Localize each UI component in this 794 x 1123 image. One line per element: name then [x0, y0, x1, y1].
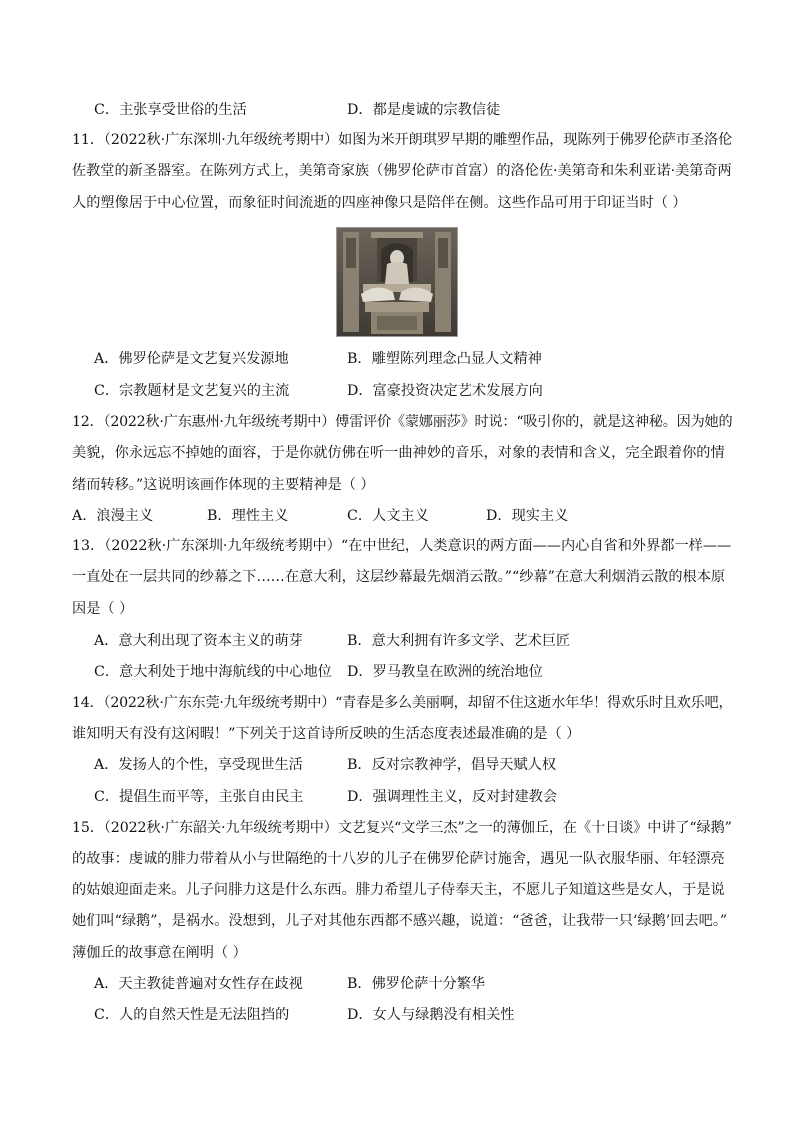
q13-stem-line-3: 因是（ ）	[72, 601, 134, 617]
q14-stem-line-1: 14．（2022秋·广东东莞·九年级统考期中）“青春是多么美丽啊，却留不住这逝水年华！得欢乐时且欢乐吧，	[72, 695, 733, 711]
q11-stem-line-2: 佐教堂的新圣器室。在陈列方式上，美第奇家族（佛罗伦萨市首富）的洛伦佐·美第奇和朱利亚诺·美第奇两	[72, 163, 732, 179]
q10-option-c: C．主张享受世俗的生活	[94, 102, 247, 118]
q14-option-d: D．强调理性主义，反对封建教会	[347, 789, 558, 805]
sculpture-illustration	[337, 228, 457, 336]
q12-option-a: A．浪漫主义	[72, 508, 154, 524]
q10-option-d: D．都是虔诚的宗教信徒	[347, 102, 501, 118]
q13-option-d: D．罗马教皇在欧洲的统治地位	[347, 664, 543, 680]
q11-stem-line-1: 11．（2022秋·广东深圳·九年级统考期中）如图为米开朗琪罗早期的雕塑作品，现陈列于佛罗伦萨市圣洛伦	[72, 132, 733, 148]
q11-option-d: D．富豪投资决定艺术发展方向	[347, 383, 543, 399]
q13-stem-line-1: 13．（2022秋·广东深圳·九年级统考期中）“在中世纪，人类意识的两方面——内心自省和外界都一样——	[72, 538, 732, 554]
q12-option-b: B．理性主义	[207, 508, 289, 524]
q15-stem-line-1: 15．（2022秋·广东韶关·九年级统考期中）文艺复兴“文学三杰”之一的薄伽丘，在《十日谈》中讲了“绿鹅”	[72, 820, 732, 836]
q15-stem-line-2: 的故事：虔诚的腓力带着从小与世隔绝的十八岁的儿子在佛罗伦萨讨施舍，遇见一队衣服华丽、年轻漂亮	[72, 851, 725, 867]
q12-stem-line-2: 美貌，你永远忘不掉她的面容，于是你就仿佛在听一曲神妙的音乐，对象的表情和含义，完全跟着你的情	[72, 445, 725, 461]
q11-stem-line-3: 人的塑像居于中心位置，而象征时间流逝的四座神像只是陪伴在侧。这些作品可用于印证当时（ ）	[72, 195, 687, 211]
q14-option-a: A．发扬人的个性，享受现世生活	[94, 757, 303, 773]
q13-option-b: B．意大利拥有许多文学、艺术巨匠	[347, 633, 571, 649]
q15-stem-line-4: 她们叫“绿鹅”，是祸水。没想到，儿子对其他东西都不感兴趣，说道：“爸爸，让我带一只‘绿鹅’回去吧。”	[72, 913, 728, 929]
q13-option-a: A．意大利出现了资本主义的萌芽	[94, 633, 303, 649]
michelangelo-sculpture-photo	[336, 227, 458, 337]
q12-stem-line-3: 绪而转移。”这说明该画作体现的主要精神是（ ）	[72, 477, 375, 493]
q14-option-c: C．提倡生而平等，主张自由民主	[94, 789, 304, 805]
q11-option-b: B．雕塑陈列理念凸显人文精神	[347, 351, 542, 367]
q11-option-a: A．佛罗伦萨是文艺复兴发源地	[94, 351, 289, 367]
q14-option-b: B．反对宗教神学，倡导天赋人权	[347, 757, 557, 773]
q15-stem-line-5: 薄伽丘的故事意在阐明（ ）	[72, 945, 247, 961]
q13-stem-line-2: 一直处在一层共同的纱幕之下……在意大利，这层纱幕最先烟消云散。”“纱幕”在意大利烟消云散的根本原	[72, 569, 726, 585]
q12-option-d: D．现实主义	[486, 508, 569, 524]
q15-stem-line-3: 的姑娘迎面走来。儿子问腓力这是什么东西。腓力希望儿子侍奉天主，不愿儿子知道这些是女人，于是说	[72, 882, 725, 898]
q15-option-c: C．人的自然天性是无法阻挡的	[94, 1007, 290, 1023]
q15-option-a: A．天主教徒普遍对女性存在歧视	[94, 976, 303, 992]
q12-option-c: C．人文主义	[347, 508, 429, 524]
q15-option-b: B．佛罗伦萨十分繁华	[347, 976, 486, 992]
q12-stem-line-1: 12．（2022秋·广东惠州·九年级统考期中）傅雷评价《蒙娜丽莎》时说：“吸引你的，就是这神秘。因为她的	[72, 414, 733, 430]
q14-stem-line-2: 谁知明天有没有这闲暇！”下列关于这首诗所反映的生活态度表述最准确的是（ ）	[72, 726, 581, 742]
q13-option-c: C．意大利处于地中海航线的中心地位	[94, 664, 332, 680]
q15-option-d: D．女人与绿鹅没有相关性	[347, 1007, 515, 1023]
q11-option-c: C．宗教题材是文艺复兴的主流	[94, 383, 290, 399]
